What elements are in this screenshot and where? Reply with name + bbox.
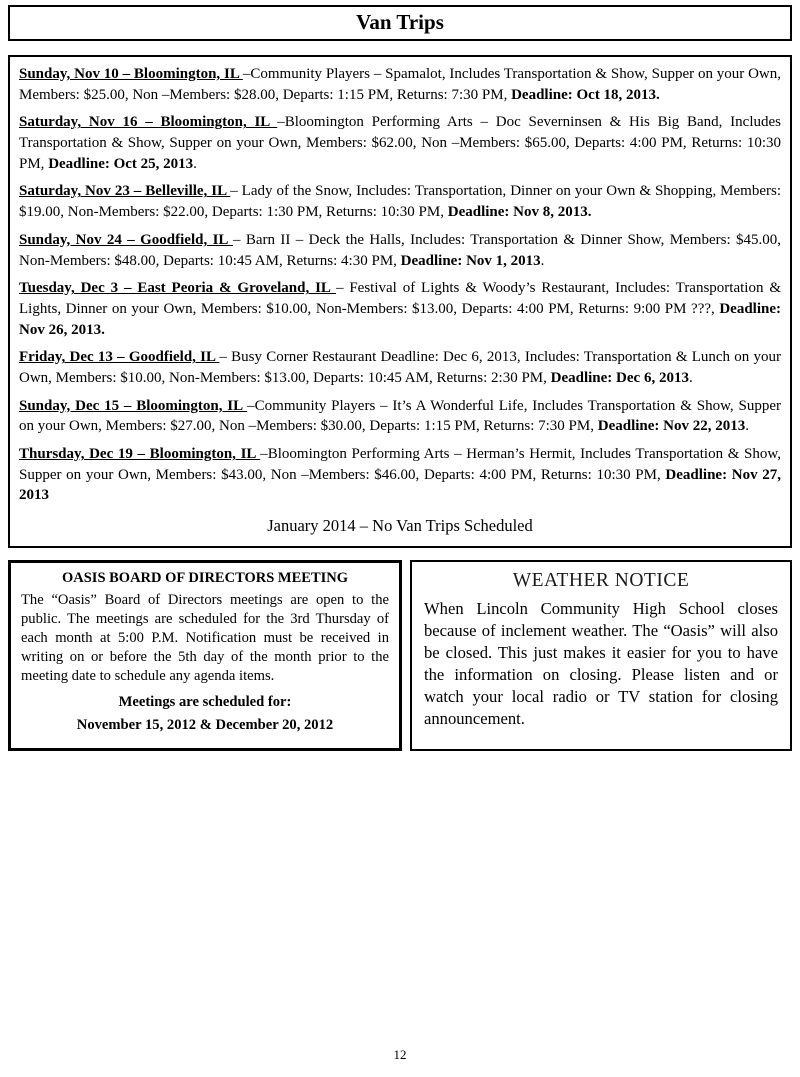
trip-text: – Barn II – Deck the Halls, Includes: Transportation & Dinner Show, Members: $45.00, Non-Members: $48.00, Departs: 10:45 AM, Returns: 4:30 PM, — [19, 231, 781, 269]
trip-title: Saturday, Nov 23 – Belleville, IL — [19, 183, 231, 200]
trip-title: Thursday, Dec 19 – Bloomington, IL — [19, 446, 261, 462]
page-title-box — [8, 5, 792, 41]
trip-deadline: Deadline: Oct 25, 2013 — [48, 155, 194, 172]
van-trips-box — [8, 55, 792, 548]
trip-deadline: Deadline: Nov 22, 2013 — [597, 418, 746, 435]
trip-deadline: Deadline: Nov 8, 2013. — [447, 204, 592, 221]
trip-entry — [19, 347, 781, 388]
trip-entry — [19, 181, 781, 222]
trip-entry — [19, 278, 781, 340]
trip-text: . — [193, 155, 197, 172]
weather-notice-body: When Lincoln Community High School closes because of inclement weather. The “Oasis” will also be closed. This just makes it easier for you to have the information on closing. Please listen and or watch your local radio or TV station for closing announcement. — [424, 599, 778, 729]
board-meeting-schedule-label: Meetings are scheduled for: — [118, 693, 292, 710]
trip-text: – Busy Corner Restaurant Deadline: Dec 6, 2013, Includes: Transportation & Lunch on your Own, Members: $10.00, Non-Members: $13.00, Departs: 10:45 AM, Returns: 2:30 PM, — [19, 349, 781, 386]
trip-deadline: Deadline: Nov 27, 2013 — [19, 466, 782, 504]
board-meeting-title: OASIS BOARD OF DIRECTORS MEETING — [61, 570, 349, 587]
trip-text: . — [745, 418, 749, 435]
bottom-row — [8, 560, 792, 751]
trip-deadline: Deadline: Oct 18, 2013. — [511, 86, 660, 103]
board-meeting-body: The “Oasis” Board of Directors meetings are open to the public. The meetings are scheduled for the 3rd Thursday of each month at 5:00 P.M. Notification must be received in writing on or before the 5th day of the month prior to the meeting date to schedule any agenda items. — [21, 592, 389, 684]
trip-title: Saturday, Nov 16 – Bloomington, IL — [19, 114, 278, 131]
board-meeting-schedule-dates: November 15, 2012 & December 20, 2012 — [76, 716, 334, 733]
trip-deadline: Deadline: Nov 26, 2013. — [19, 300, 781, 338]
trip-entry — [19, 444, 781, 506]
trip-title: Sunday, Nov 10 – Bloomington, IL — [19, 66, 243, 82]
trip-text: –Bloomington Performing Arts – Doc Severninsen & His Big Band, Includes Transportation & Show, Supper on your Own, Members: $62.00, Non –Members: $65.00, Departs: 4:00 PM, Returns: 10:30 PM, — [19, 114, 781, 172]
trip-text: . — [540, 252, 545, 269]
trip-entry — [19, 230, 781, 271]
trip-deadline: Deadline: Dec 6, 2013 — [550, 369, 689, 386]
trip-entry — [19, 112, 781, 174]
trip-deadline: Deadline: Nov 1, 2013 — [400, 252, 541, 269]
trip-title: Sunday, Nov 24 – Goodfield, IL — [19, 231, 233, 248]
weather-notice-box — [410, 560, 792, 751]
trip-text: – Festival of Lights & Woody’s Restaurant, Includes: Transportation & Lights, Dinner on your Own, Members: $10.00, Non-Members: $13.00, Departs: 4:00 PM, Returns: 9:00 PM ???, — [19, 280, 781, 317]
page-title: Van Trips — [356, 10, 444, 34]
trip-title: Tuesday, Dec 3 – East Peoria & Groveland, IL — [19, 280, 336, 297]
trip-text: –Community Players – Spamalot, Includes Transportation & Show, Supper on your Own, Members: $25.00, Non –Members: $28.00, Departs: 1:15 PM, Returns: 7:30 PM, — [19, 66, 782, 103]
trip-entry — [19, 396, 781, 437]
page-number: 12 — [393, 1047, 407, 1062]
trip-title: Friday, Dec 13 – Goodfield, IL — [19, 349, 220, 366]
trip-text: –Bloomington Performing Arts – Herman’s Hermit, Includes Transportation & Show, Supper on your Own, Members: $43.00, Non –Members: $46.00, Departs: 4:00 PM, Returns: 10:30 PM, — [19, 446, 781, 483]
trip-entry — [19, 64, 781, 105]
trip-text: . — [688, 369, 693, 386]
weather-notice-title: WEATHER NOTICE — [512, 570, 690, 592]
board-meeting-box — [8, 560, 402, 751]
trip-text: –Community Players – It’s A Wonderful Life, Includes Transportation & Show, Supper on your Own, Members: $27.00, Non –Members: $30.00, Departs: 1:15 PM, Returns: 7:30 PM, — [19, 397, 781, 435]
trip-text: – Lady of the Snow, Includes: Transportation, Dinner on your Own & Shopping, Members: $19.00, Non-Members: $22.00, Departs: 1:30 PM, Returns: 10:30 PM, — [19, 183, 781, 221]
trip-title: Sunday, Dec 15 – Bloomington, IL — [19, 397, 248, 414]
january-note: January 2014 – No Van Trips Scheduled — [267, 516, 533, 536]
trip-list — [19, 64, 781, 506]
